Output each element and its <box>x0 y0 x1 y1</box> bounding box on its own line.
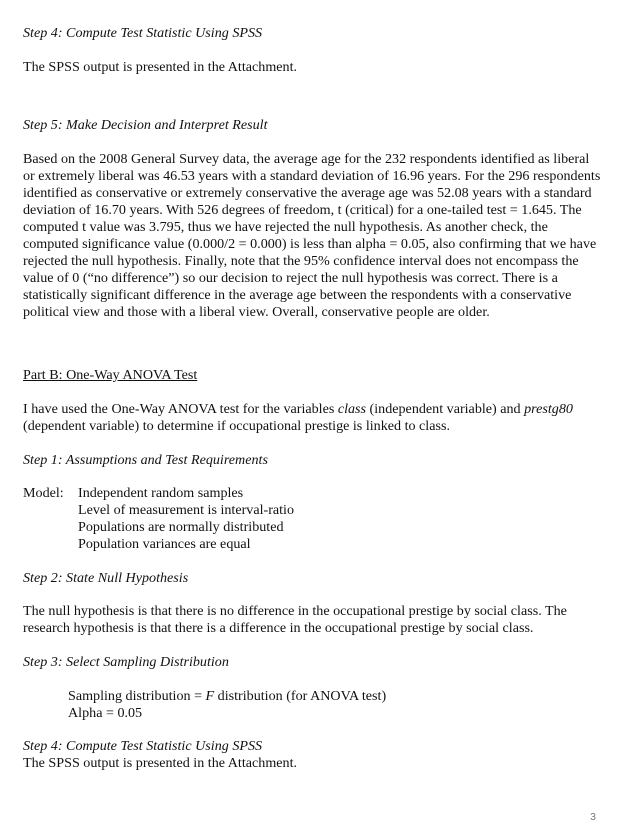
f-symbol: F <box>205 688 215 704</box>
assumption-item: Population variances are equal <box>78 536 251 552</box>
model-label: Model: <box>23 485 64 501</box>
partb-heading: Part B: One-Way ANOVA Test <box>23 367 198 383</box>
step5-paragraph: Based on the 2008 General Survey data, the average age for the 232 respondents identified as liberal or extremely liberal was 46.53 years with a standard deviation of 16.96 years. For the 296 respondents identified as conservative or extremely conservative the average age was 52.08 years with a standard deviation of 16.70 years. With 526 degrees of freedom, t (critical) for a one-tailed test = 1.645. The computed t value was 3.795, thus we have rejected the null hypothesis. As another check, the computed significance value (0.000/2 = 0.000) is less than alpha = 0.05, also confirming that we have rejected the null hypothesis. Finally, note that the 95% confidence interval does not encompass the value of 0 (“no difference”) so our decision to reject the null hypothesis was correct. There is a statistically significant difference in the average age between the respondents with a conservative political view and those with a liberal view. Overall, conservative people are older. <box>23 151 601 320</box>
step4-text: The SPSS output is presented in the Attachment. <box>23 59 298 75</box>
page-number: 3 <box>590 811 596 823</box>
step3-heading: Step 3: Select Sampling Distribution <box>23 654 229 670</box>
model-assumptions <box>23 485 601 553</box>
step4-heading: Step 4: Compute Test Statistic Using SPSS <box>23 25 263 41</box>
var-prestg80: prestg80 <box>524 401 573 417</box>
step2-text: The null hypothesis is that there is no difference in the occupational prestige by social class. The research hypothesis is that there is a difference in the occupational prestige by social class. <box>23 603 567 636</box>
step4b-heading: Step 4: Compute Test Statistic Using SPSS <box>23 738 263 754</box>
distribution-line: Sampling distribution = F distribution (for ANOVA test) <box>68 688 387 704</box>
var-class: class <box>337 401 367 417</box>
step1-heading: Step 1: Assumptions and Test Requirements <box>23 452 268 468</box>
partb-intro: I have used the One-Way ANOVA test for the variables class (independent variable) and prestg80 (dependent variable) to determine if occupational prestige is linked to class. <box>23 401 573 434</box>
assumption-item: Independent random samples <box>78 485 244 501</box>
assumption-item: Populations are normally distributed <box>78 519 284 535</box>
sampling-distribution <box>23 688 633 722</box>
step4b-text: The SPSS output is presented in the Attachment. <box>23 755 298 771</box>
step2-heading: Step 2: State Null Hypothesis <box>23 570 189 586</box>
alpha-line: Alpha = 0.05 <box>68 705 143 721</box>
step5-heading: Step 5: Make Decision and Interpret Result <box>23 117 268 133</box>
assumption-item: Level of measurement is interval-ratio <box>78 502 295 518</box>
